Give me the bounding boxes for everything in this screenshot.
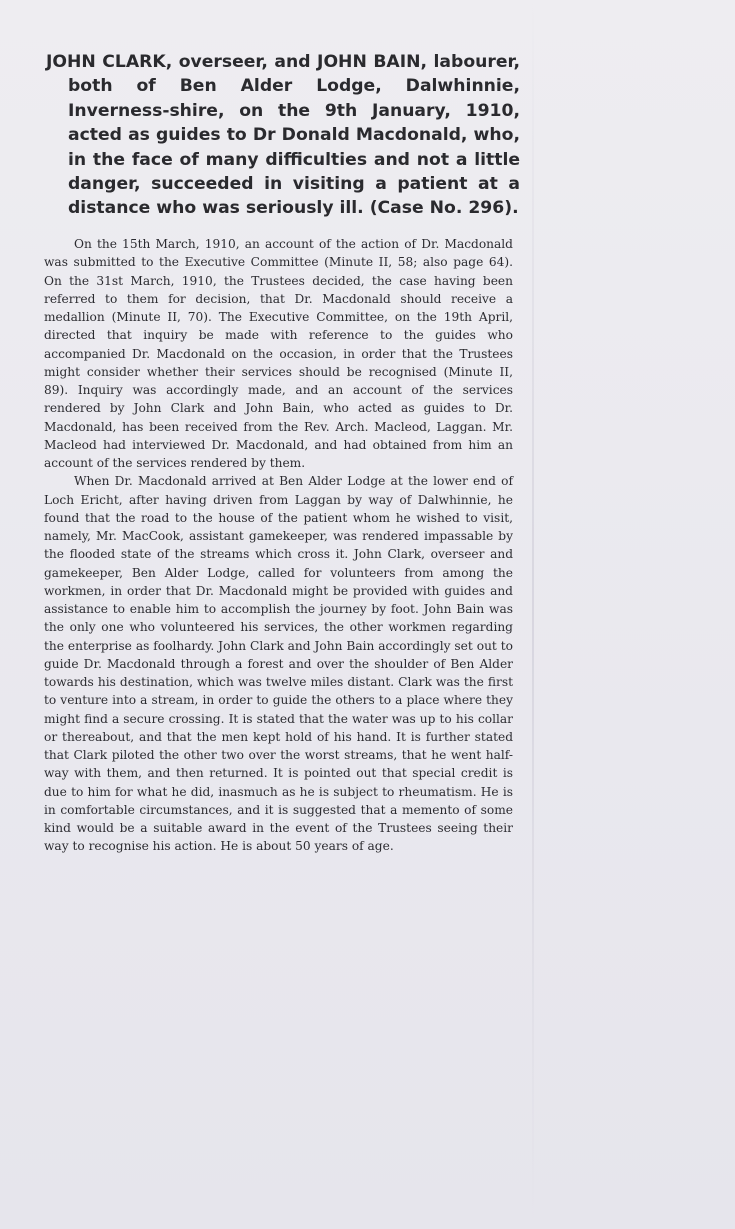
body-paragraph: On the 15th March, 1910, an account of the action of Dr. Macdonald was submitted to the Executive Committee (Minute II, 58; also page 64). On the 31st March, 1910, the Trustees decided, the case having been referred to them for decision, that Dr. Macdonald should receive a medallion (Minute II, 70). The Executive Committee, on the 19th April, directed that inquiry be made with reference to the guides who accompanied Dr. Macdonald on the occasion, in order that the Trustees might consider whether their services should be recognised (Minute II, 89). Inquiry was accordingly made, and an account of the services rendered by John Clark and John Bain, who acted as guides to Dr. Macdonald, has been received from the Rev. Arch. Macleod, Laggan. Mr. Macleod had interviewed Dr. Macdonald, and had obtained from him an account of the services rendered by them. xyxy=(44,237,513,470)
body-paragraph: When Dr. Macdonald arrived at Ben Alder Lodge at the lower end of Loch Ericht, after having driven from Laggan by way of Dalwhinnie, he found that the road to the house of the patient whom he wished to visit, namely, Mr. MacCook, assistant gamekeeper, was rendered impassable by the flooded state of the streams which cross it. John Clark, overseer and gamekeeper, Ben Alder Lodge, called for volunteers from among the workmen, in order that Dr. Macdonald might be provided with guides and assistance to enable him to accomplish the journey by foot. John Bain was the only one who volunteered his services, the other workmen regarding the enterprise as foolhardy. John Clark and John Bain accordingly set out to guide Dr. Macdonald through a forest and over the shoulder of Ben Alder towards his destination, which was twelve miles distant. Clark was the first to venture into a stream, in order to guide the others to a place where they might find a secure crossing. It is stated that the water was up to his collar or thereabout, and that the men kept hold of his hand. It is further stated that Clark piloted the other two over the worst streams, that he went half-way with them, and then returned. It is pointed out that special credit is due to him for what he did, inasmuch as he is subject to rheumatism. He is in comfortable circumstances, and it is suggested that a memento of some kind would be a suitable award in the event of the Trustees seeing their way to recognise his action. He is about 50 years of age. xyxy=(44,474,513,854)
paper-fold-line xyxy=(532,0,534,1229)
case-heading: JOHN CLARK, overseer, and JOHN BAIN, labourer, both of Ben Alder Lodge, Dalwhinnie, Inverness-shire, on the 9th January, 1910, acted as guides to Dr Donald Macdonald, who, in the face of many difficulties and not a little danger, succeeded in visiting a patient at a distance who was seriously ill. (Case No. 296). xyxy=(46,52,520,219)
case-body xyxy=(44,235,513,856)
